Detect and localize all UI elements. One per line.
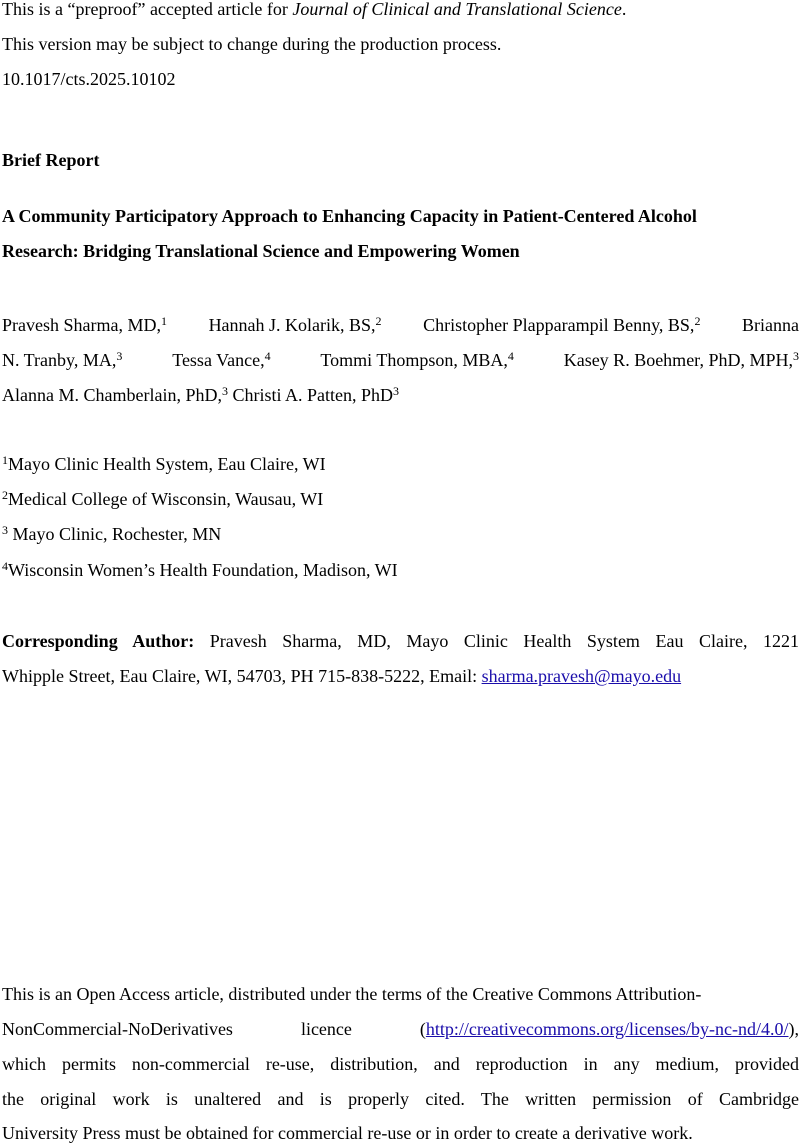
author: Alanna M. Chamberlain, PhD,$^3$ (2, 384, 228, 405)
authors-line-3 (2, 383, 399, 407)
author: Brianna (742, 315, 799, 335)
license-line-4: the original work is unaltered and is properly cited. The written permission of Cambridge (2, 1089, 799, 1109)
author: Pravesh Sharma, MD,$^1$ (2, 314, 167, 335)
title-line-2: Research: Bridging Translational Science and Empowering Women (2, 241, 520, 261)
authors-line-2 (2, 348, 799, 372)
corresponding-email-link[interactable]: sharma.pravesh@mayo.edu (481, 666, 682, 686)
author: Christi A. Patten, PhD$^3$ (232, 384, 399, 405)
license-line-5: University Press must be obtained for commercial re-use or in order to create a derivative work. (2, 1123, 693, 1143)
author: Tommi Thompson, MBA,$^4$ (320, 349, 514, 370)
affiliation: $^4$Wisconsin Women’s Health Foundation, Madison, WI (2, 559, 398, 580)
production-notice: This version may be subject to change during the production process. (2, 34, 502, 54)
affiliation: $^1$Mayo Clinic Health System, Eau Claire, WI (2, 453, 326, 474)
corresponding-author-line-2: Whipple Street, Eau Claire, WI, 54703, PH 715-838-5222, Email: sharma.pravesh@mayo.edu (2, 666, 682, 686)
author: Hannah J. Kolarik, BS,$^2$ (208, 314, 382, 335)
article-type: Brief Report (2, 150, 100, 170)
preproof-notice (2, 0, 626, 21)
journal-name: Journal of Clinical and Translational Science (292, 0, 622, 19)
license-line-1: This is an Open Access article, distributed under the terms of the Creative Commons Attribution- (2, 984, 702, 1004)
authors-line-1 (2, 313, 799, 337)
license-line-2: NonCommercial-NoDerivatives licence (http://creativecommons.org/licenses/by-nc-nd/4.0/), (2, 1019, 799, 1039)
author: Christopher Plapparampil Benny, BS,$^2$ (423, 314, 701, 335)
title-line-1: A Community Participatory Approach to Enhancing Capacity in Patient-Centered Alcohol (2, 206, 697, 226)
affiliation: $^2$Medical College of Wisconsin, Wausau, WI (2, 488, 324, 509)
license-line-3: which permits non-commercial re-use, distribution, and reproduction in any medium, provided (2, 1054, 799, 1074)
corresponding-author-line-1: Corresponding Author: Pravesh Sharma, MD, Mayo Clinic Health System Eau Claire, 1221 (2, 631, 799, 651)
author: Tessa Vance,$^4$ (172, 349, 271, 370)
author: Kasey R. Boehmer, PhD, MPH,$^3$ (563, 349, 799, 370)
preproof-notice-suffix: . (621, 0, 627, 19)
affiliation: $^3$ Mayo Clinic, Rochester, MN (2, 523, 222, 544)
license-url-link[interactable]: http://creativecommons.org/licenses/by-nc-nd/4.0/ (425, 1019, 789, 1039)
author: N. Tranby, MA,$^3$ (2, 349, 123, 370)
preproof-notice-text: This is a “preproof” accepted article for (2, 0, 293, 19)
corresponding-author-label: Corresponding Author: (2, 631, 195, 651)
doi: 10.1017/cts.2025.10102 (2, 69, 176, 89)
